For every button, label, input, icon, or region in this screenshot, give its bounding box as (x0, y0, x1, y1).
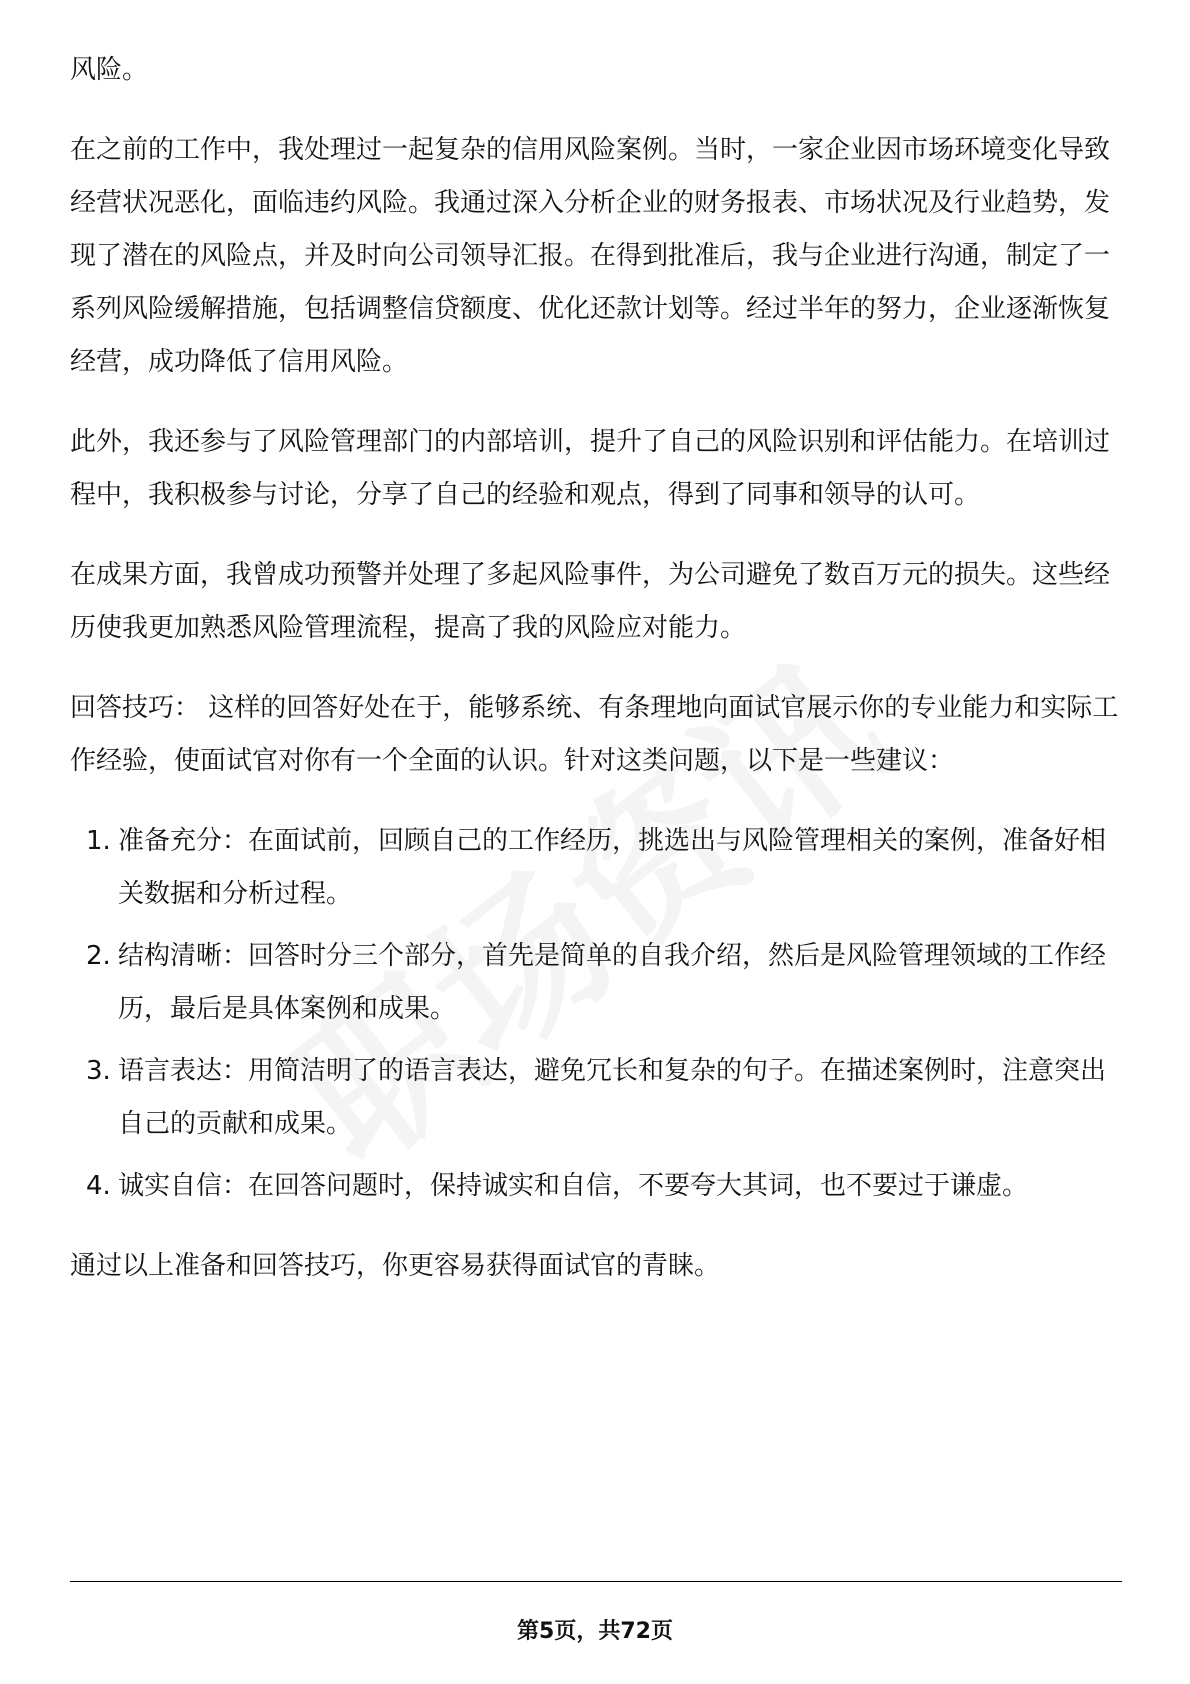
paragraph-answer-tips: 回答技巧： 这样的回答好处在于，能够系统、有条理地向面试官展示你的专业能力和实际工作经验，使面试官对你有一个全面的认识。针对这类问题，以下是一些建议： (70, 693, 1119, 776)
paragraph-risk-fragment: 风险。 (70, 55, 149, 85)
paragraph-achievements: 在成果方面，我曾成功预警并处理了多起风险事件，为公司避免了数百万元的损失。这些经历使我更加熟悉风险管理流程，提高了我的风险应对能力。 (70, 560, 1111, 643)
list-item-text: 语言表达：用简洁明了的语言表达，避免冗长和复杂的句子。在描述案例时，注意突出自己的贡献和成果。 (118, 1056, 1107, 1139)
list-item-number: 3. (86, 1056, 111, 1086)
list-item (70, 1160, 1120, 1213)
list-item-text: 准备充分：在面试前，回顾自己的工作经历，挑选出与风险管理相关的案例，准备好相关数据和分析过程。 (118, 826, 1107, 909)
tips-list (70, 815, 1120, 1213)
list-item (70, 815, 1120, 921)
footer-divider (70, 1581, 1122, 1582)
list-item-number: 2. (86, 941, 111, 971)
list-item-text: 结构清晰：回答时分三个部分，首先是简单的自我介绍，然后是风险管理领域的工作经历，最后是具体案例和成果。 (118, 941, 1107, 1024)
list-item (70, 930, 1120, 1036)
list-item-text: 诚实自信：在回答问题时，保持诚实和自信，不要夸大其词，也不要过于谦虚。 (118, 1171, 1029, 1201)
paragraph-credit-risk-case: 在之前的工作中，我处理过一起复杂的信用风险案例。当时，一家企业因市场环境变化导致经营状况恶化，面临违约风险。我通过深入分析企业的财务报表、市场状况及行业趋势，发现了潜在的风险点，并及时向公司领导汇报。在得到批准后，我与企业进行沟通，制定了一系列风险缓解措施，包括调整信贷额度、优化还款计划等。经过半年的努力，企业逐渐恢复经营，成功降低了信用风险。 (70, 135, 1111, 377)
list-item (70, 1045, 1120, 1151)
paragraph-training: 此外，我还参与了风险管理部门的内部培训，提升了自己的风险识别和评估能力。在培训过程中，我积极参与讨论，分享了自己的经验和观点，得到了同事和领导的认可。 (70, 427, 1111, 510)
list-item-number: 1. (86, 826, 111, 856)
document-body (70, 44, 1120, 1320)
page-number: 第5页，共72页 (517, 1619, 673, 1644)
paragraph-closing: 通过以上准备和回答技巧，你更容易获得面试官的青睐。 (70, 1251, 721, 1281)
list-item-number: 4. (86, 1171, 111, 1201)
